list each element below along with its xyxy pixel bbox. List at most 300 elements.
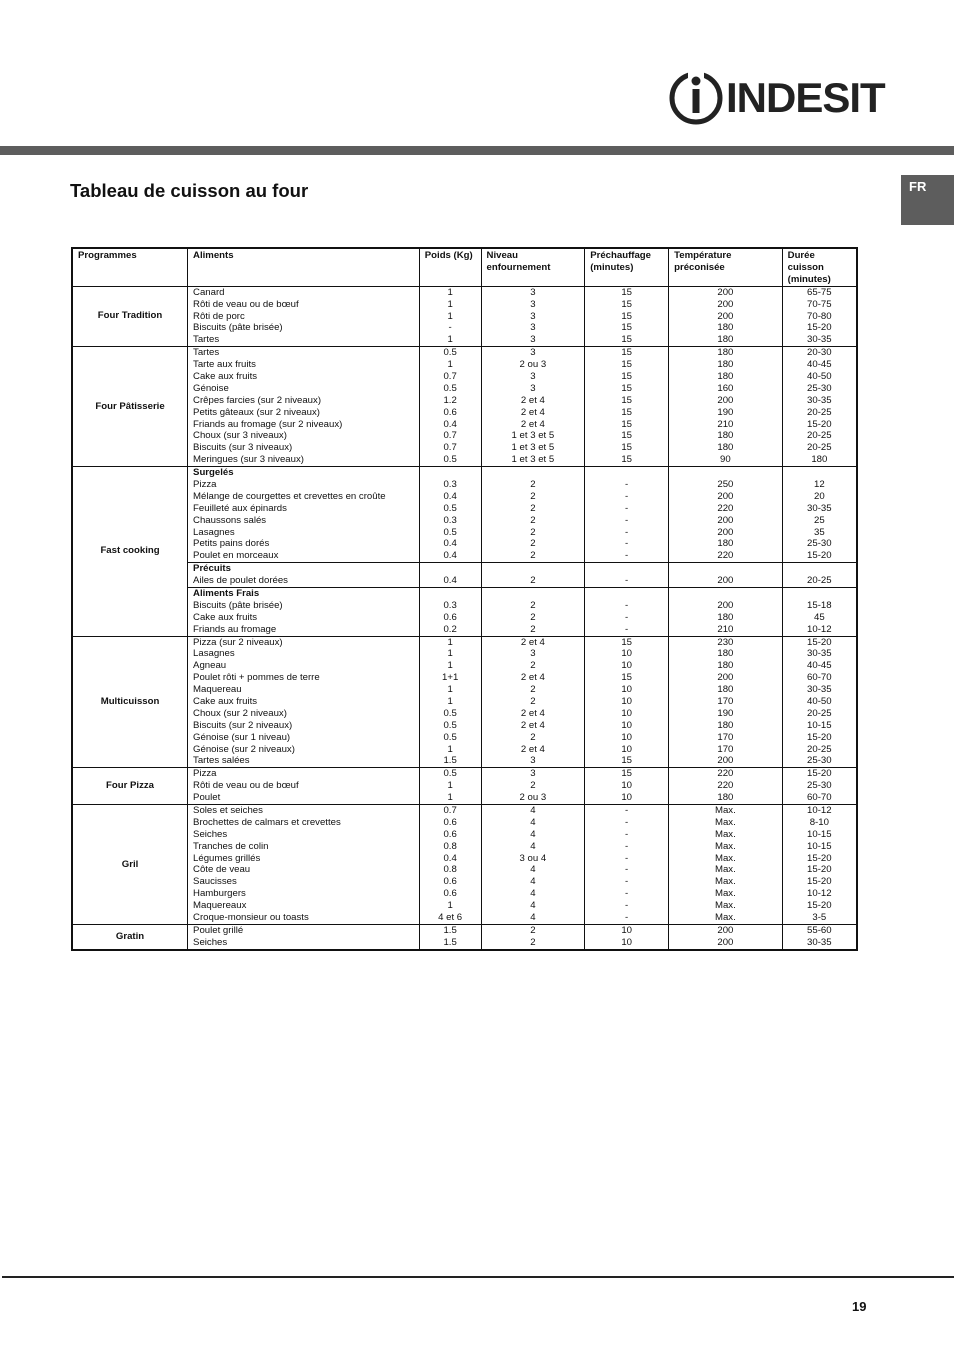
- table-row: [72, 467, 857, 563]
- aliment-value: Cake aux fruits: [193, 370, 258, 382]
- prechauffage-value: 15: [621, 755, 632, 767]
- duree-value: 25-30: [807, 780, 832, 792]
- prechauffage-value: -: [625, 611, 629, 623]
- aliment-value: Rôti de veau ou de bœuf: [193, 298, 299, 310]
- duree-cell: [782, 467, 857, 563]
- aliment-value: Cake aux fruits: [193, 696, 258, 707]
- poids-value: 1+1: [442, 672, 459, 684]
- aliment-value: Maquereaux: [193, 900, 247, 912]
- temperature-value: 180: [717, 347, 734, 359]
- temperature-cell: [669, 805, 783, 925]
- table-header-row: [72, 248, 857, 286]
- temperature-value: 160: [717, 382, 734, 394]
- niveau-value: 2: [530, 526, 536, 538]
- duree-value: 20-30: [807, 347, 832, 359]
- aliment-value: Petits pains dorés: [193, 538, 270, 550]
- prechauffage-value: -: [625, 502, 629, 514]
- poids-value: 0.6: [443, 828, 457, 840]
- poids-value: 0.4: [443, 575, 457, 587]
- aliment-value: Maquereau: [193, 684, 242, 696]
- niveau-cell: [481, 768, 585, 805]
- prechauffage-cell: [585, 805, 669, 925]
- temperature-cell: [669, 286, 783, 346]
- duree-value: 20-25: [807, 575, 832, 587]
- group-spacer: [590, 588, 663, 600]
- duree-value: 60-70: [807, 672, 832, 684]
- niveau-value: 2 et 4: [520, 719, 545, 731]
- temperature-value: Max.: [714, 805, 736, 817]
- duree-value: 10-15: [807, 828, 832, 840]
- duree-value: 20: [813, 490, 825, 502]
- poids-value: 1.5: [443, 924, 457, 936]
- prechauffage-value: -: [625, 900, 629, 912]
- poids-value: 0.7: [443, 442, 457, 454]
- temperature-value: 180: [717, 538, 734, 550]
- group-spacer: [425, 588, 476, 600]
- poids-value: 1.2: [443, 394, 457, 406]
- programme-cell: Four Pizza: [72, 768, 188, 805]
- group-label: Précuits: [193, 563, 231, 575]
- duree-value: 20-25: [807, 743, 832, 755]
- poids-cell: [419, 768, 481, 805]
- prechauffage-cell: [585, 286, 669, 346]
- temperature-value: Max.: [714, 900, 736, 912]
- prechauffage-cell: [585, 636, 669, 768]
- duree-value: 60-70: [807, 792, 832, 804]
- poids-cell: [419, 347, 481, 467]
- temperature-value: 180: [717, 322, 734, 334]
- niveau-value: 2 et 4: [520, 636, 545, 648]
- niveau-value: 1 et 3 et 5: [511, 430, 555, 442]
- aliment-value: Brochettes de calmars et crevettes: [193, 816, 341, 828]
- poids-value: 1: [447, 792, 453, 804]
- temperature-value: Max.: [714, 864, 736, 876]
- prechauffage-value: 10: [621, 936, 632, 948]
- header-niveau: Niveau enfournement: [481, 248, 585, 286]
- duree-value: 20-25: [807, 430, 832, 442]
- aliment-value: Agneau: [193, 660, 227, 672]
- niveau-value: 3: [530, 347, 536, 359]
- niveau-value: 2: [530, 599, 536, 611]
- aliment-value: Friands au fromage: [193, 623, 277, 635]
- duree-value: 45: [813, 611, 825, 623]
- aliment-cell: [188, 587, 420, 636]
- duree-value: 40-45: [807, 660, 832, 672]
- poids-value: 1: [447, 696, 453, 707]
- poids-value: 1: [447, 298, 453, 310]
- aliment-value: Canard: [193, 286, 225, 298]
- temperature-value: 180: [717, 611, 734, 623]
- niveau-value: 3 ou 4: [519, 852, 547, 864]
- prechauffage-value: -: [625, 816, 629, 828]
- temperature-value: 200: [717, 599, 734, 611]
- poids-value: 0.5: [443, 382, 457, 394]
- poids-value: 0.4: [443, 418, 457, 430]
- prechauffage-cell: [585, 467, 669, 563]
- poids-value: 0.4: [443, 538, 457, 550]
- niveau-value: 2 et 4: [520, 418, 545, 430]
- poids-cell: [419, 563, 481, 588]
- niveau-value: 3: [530, 382, 536, 394]
- prechauffage-value: 10: [621, 684, 632, 696]
- aliment-value: Pizza: [193, 768, 217, 780]
- header-poids: Poids (Kg): [419, 248, 481, 286]
- aliment-value: Biscuits (sur 3 niveaux): [193, 442, 293, 454]
- table-row: [72, 636, 857, 768]
- poids-value: 1: [447, 743, 453, 755]
- prechauffage-cell: [585, 587, 669, 636]
- temperature-value: 200: [717, 672, 734, 684]
- niveau-value: 3: [530, 286, 536, 298]
- duree-value: 15-20: [807, 876, 832, 888]
- aliment-value: Tartes: [193, 347, 220, 359]
- duree-value: 25-30: [807, 755, 832, 767]
- poids-value: 1: [447, 900, 453, 912]
- duree-value: 20-25: [807, 707, 832, 719]
- poids-value: 0.8: [443, 864, 457, 876]
- aliment-cell: [188, 636, 420, 768]
- niveau-value: 2: [530, 731, 536, 743]
- group-label: Surgelés: [193, 467, 234, 479]
- temperature-value: 170: [717, 743, 734, 755]
- aliment-value: Petits gâteaux (sur 2 niveaux): [193, 406, 320, 418]
- niveau-cell: [481, 805, 585, 925]
- duree-value: 40-50: [807, 696, 832, 707]
- duree-value: 10-12: [807, 805, 832, 817]
- group-spacer: [788, 563, 851, 575]
- duree-value: 30-35: [807, 648, 832, 660]
- temperature-value: 220: [717, 550, 734, 562]
- temperature-value: 200: [717, 310, 734, 322]
- duree-value: 15-20: [807, 636, 832, 648]
- temperature-value: 210: [717, 418, 734, 430]
- temperature-value: 180: [717, 792, 734, 804]
- niveau-value: 4: [530, 816, 536, 828]
- temperature-value: 220: [717, 502, 734, 514]
- header-programmes: Programmes: [72, 248, 188, 286]
- duree-value: 20-25: [807, 442, 832, 454]
- niveau-value: 2: [530, 514, 536, 526]
- poids-value: 4 et 6: [438, 912, 463, 924]
- aliment-value: Côte de veau: [193, 864, 251, 876]
- niveau-value: 3: [530, 370, 536, 382]
- poids-value: 0.5: [443, 731, 457, 743]
- group-spacer: [487, 467, 580, 479]
- aliment-value: Poulet grillé: [193, 924, 244, 936]
- niveau-cell: [481, 636, 585, 768]
- niveau-value: 4: [530, 864, 536, 876]
- aliment-value: Cake aux fruits: [193, 611, 258, 623]
- poids-value: 1: [447, 684, 453, 696]
- prechauffage-cell: [585, 563, 669, 588]
- aliment-value: Choux (sur 3 niveaux): [193, 430, 287, 442]
- prechauffage-value: -: [625, 912, 629, 924]
- aliment-value: Seiches: [193, 936, 228, 948]
- aliment-value: Crêpes farcies (sur 2 niveaux): [193, 394, 322, 406]
- temperature-value: 250: [717, 478, 734, 490]
- duree-cell: [782, 286, 857, 346]
- niveau-value: 3: [530, 755, 536, 767]
- aliment-value: Seiches: [193, 828, 228, 840]
- niveau-value: 2: [530, 575, 536, 587]
- temperature-value: 180: [717, 370, 734, 382]
- duree-value: 15-20: [807, 322, 832, 334]
- temperature-value: 200: [717, 575, 734, 587]
- duree-value: 55-60: [807, 924, 832, 936]
- duree-cell: [782, 587, 857, 636]
- aliment-cell: [188, 805, 420, 925]
- niveau-cell: [481, 563, 585, 588]
- poids-value: 1: [447, 660, 453, 672]
- prechauffage-value: 15: [621, 636, 632, 648]
- header-temperature: Température préconisée: [669, 248, 783, 286]
- aliment-value: Soles et seiches: [193, 805, 263, 817]
- page-number: 19: [852, 1299, 867, 1314]
- prechauffage-value: 15: [621, 310, 632, 322]
- poids-value: 0.5: [443, 347, 457, 359]
- poids-value: 0.5: [443, 719, 457, 731]
- aliment-value: Biscuits (pâte brisée): [193, 599, 283, 611]
- prechauffage-value: 15: [621, 768, 632, 780]
- prechauffage-cell: [585, 768, 669, 805]
- temperature-value: 180: [717, 334, 734, 346]
- niveau-value: 2: [530, 660, 536, 672]
- aliment-value: Friands au fromage (sur 2 niveaux): [193, 418, 343, 430]
- programme-cell: Four Tradition: [72, 286, 188, 346]
- group-spacer: [674, 563, 777, 575]
- aliment-cell: [188, 467, 420, 563]
- poids-value: 1: [447, 286, 453, 298]
- temperature-cell: [669, 636, 783, 768]
- duree-value: 3-5: [812, 912, 827, 924]
- niveau-value: 2: [530, 490, 536, 502]
- temperature-cell: [669, 924, 783, 949]
- poids-value: 0.5: [443, 454, 457, 466]
- temperature-cell: [669, 587, 783, 636]
- poids-value: 1: [447, 636, 453, 648]
- aliment-value: Feuilleté aux épinards: [193, 502, 287, 514]
- aliment-value: Tarte aux fruits: [193, 359, 256, 371]
- niveau-value: 2: [530, 623, 536, 635]
- poids-cell: [419, 636, 481, 768]
- niveau-value: 3: [530, 334, 536, 346]
- group-spacer: [788, 467, 851, 479]
- poids-value: 0.6: [443, 876, 457, 888]
- niveau-value: 2: [530, 502, 536, 514]
- duree-value: 10-15: [807, 719, 832, 731]
- header-prechauffage: Préchauffage (minutes): [585, 248, 669, 286]
- poids-value: 0.4: [443, 550, 457, 562]
- niveau-value: 3: [530, 648, 536, 660]
- prechauffage-value: 15: [621, 442, 632, 454]
- duree-cell: [782, 636, 857, 768]
- poids-value: 0.3: [443, 599, 457, 611]
- prechauffage-value: -: [625, 828, 629, 840]
- temperature-value: 200: [717, 394, 734, 406]
- aliment-cell: [188, 768, 420, 805]
- niveau-value: 2: [530, 611, 536, 623]
- niveau-value: 4: [530, 828, 536, 840]
- indesit-logo-icon: [668, 70, 724, 126]
- temperature-value: 200: [717, 924, 734, 936]
- duree-value: 8-10: [809, 816, 829, 828]
- prechauffage-value: 10: [621, 792, 632, 804]
- poids-value: -: [448, 322, 452, 334]
- aliment-value: Meringues (sur 3 niveaux): [193, 454, 304, 466]
- duree-value: 15-20: [807, 768, 832, 780]
- poids-cell: [419, 924, 481, 949]
- poids-cell: [419, 587, 481, 636]
- programme-cell: Gratin: [72, 924, 188, 949]
- aliment-value: Ailes de poulet dorées: [193, 575, 288, 587]
- prechauffage-value: 15: [621, 418, 632, 430]
- prechauffage-value: -: [625, 599, 629, 611]
- poids-value: 1.5: [443, 755, 457, 767]
- group-spacer: [487, 588, 580, 600]
- prechauffage-value: -: [625, 514, 629, 526]
- temperature-value: Max.: [714, 828, 736, 840]
- temperature-value: Max.: [714, 852, 736, 864]
- niveau-value: 4: [530, 876, 536, 888]
- duree-value: 20-25: [807, 406, 832, 418]
- niveau-cell: [481, 924, 585, 949]
- prechauffage-value: -: [625, 538, 629, 550]
- niveau-value: 3: [530, 768, 536, 780]
- group-spacer: [425, 467, 476, 479]
- aliment-value: Mélange de courgettes et crevettes en croûte: [193, 490, 386, 502]
- duree-value: 15-20: [807, 731, 832, 743]
- aliment-value: Tartes salées: [193, 755, 250, 767]
- niveau-value: 2 et 4: [520, 743, 545, 755]
- aliment-value: Poulet en morceaux: [193, 550, 279, 562]
- duree-value: 40-50: [807, 370, 832, 382]
- aliment-cell: [188, 347, 420, 467]
- table-row: [72, 768, 857, 805]
- prechauffage-value: -: [625, 876, 629, 888]
- aliment-value: Génoise (sur 1 niveau): [193, 731, 291, 743]
- niveau-value: 4: [530, 805, 536, 817]
- temperature-value: Max.: [714, 816, 736, 828]
- niveau-cell: [481, 347, 585, 467]
- temperature-value: 200: [717, 298, 734, 310]
- language-tab-label: FR: [909, 179, 927, 194]
- aliment-value: Rôti de veau ou de bœuf: [193, 780, 299, 792]
- temperature-value: 180: [717, 430, 734, 442]
- duree-value: 25-30: [807, 538, 832, 550]
- duree-value: 70-80: [807, 310, 832, 322]
- duree-value: 25: [813, 514, 825, 526]
- prechauffage-value: -: [625, 864, 629, 876]
- prechauffage-value: -: [625, 623, 629, 635]
- temperature-value: 180: [717, 719, 734, 731]
- duree-value: 15-20: [807, 864, 832, 876]
- poids-value: 1: [447, 310, 453, 322]
- temperature-value: 190: [717, 707, 734, 719]
- page-title: Tableau de cuisson au four: [70, 180, 309, 201]
- aliment-value: Croque-monsieur ou toasts: [193, 912, 309, 924]
- poids-value: 0.4: [443, 852, 457, 864]
- duree-value: 30-35: [807, 684, 832, 696]
- prechauffage-value: 10: [621, 660, 632, 672]
- niveau-value: 3: [530, 310, 536, 322]
- poids-cell: [419, 805, 481, 925]
- programme-cell: Gril: [72, 805, 188, 925]
- group-label: Aliments Frais: [193, 587, 260, 599]
- temperature-cell: [669, 467, 783, 563]
- niveau-cell: [481, 587, 585, 636]
- table-row: [72, 924, 857, 949]
- duree-value: 15-18: [807, 599, 832, 611]
- temperature-value: 180: [717, 660, 734, 672]
- duree-value: 10-12: [807, 888, 832, 900]
- prechauffage-value: -: [625, 805, 629, 817]
- aliment-cell: [188, 924, 420, 949]
- footer-rule: [2, 1276, 954, 1278]
- poids-value: 0.4: [443, 490, 457, 502]
- aliment-value: Rôti de porc: [193, 310, 245, 322]
- duree-value: 10-15: [807, 840, 832, 852]
- aliment-value: Génoise (sur 2 niveaux): [193, 743, 295, 755]
- temperature-value: 200: [717, 514, 734, 526]
- niveau-value: 3: [530, 322, 536, 334]
- niveau-cell: [481, 467, 585, 563]
- duree-cell: [782, 805, 857, 925]
- temperature-value: Max.: [714, 888, 736, 900]
- aliment-value: Saucisses: [193, 876, 237, 888]
- duree-cell: [782, 924, 857, 949]
- poids-value: 0.5: [443, 707, 457, 719]
- poids-value: 1: [447, 334, 453, 346]
- prechauffage-value: -: [625, 490, 629, 502]
- table-row: [72, 587, 857, 636]
- niveau-value: 2 ou 3: [519, 359, 547, 371]
- prechauffage-value: 10: [621, 648, 632, 660]
- group-spacer: [425, 563, 476, 575]
- niveau-cell: [481, 286, 585, 346]
- group-spacer: [487, 563, 580, 575]
- poids-cell: [419, 286, 481, 346]
- aliment-value: Choux (sur 2 niveaux): [193, 707, 287, 719]
- niveau-value: 4: [530, 900, 536, 912]
- prechauffage-value: 15: [621, 430, 632, 442]
- poids-value: 0.3: [443, 478, 457, 490]
- duree-value: 180: [811, 454, 828, 466]
- prechauffage-value: 10: [621, 924, 632, 936]
- prechauffage-value: 10: [621, 731, 632, 743]
- duree-value: 10-12: [807, 623, 832, 635]
- temperature-value: 180: [717, 684, 734, 696]
- prechauffage-value: 10: [621, 780, 632, 792]
- temperature-value: 200: [717, 526, 734, 538]
- niveau-value: 2: [530, 924, 536, 936]
- niveau-value: 4: [530, 840, 536, 852]
- cooking-table: [71, 247, 858, 951]
- duree-value: 15-20: [807, 418, 832, 430]
- temperature-value: 180: [717, 442, 734, 454]
- aliment-value: Biscuits (sur 2 niveaux): [193, 719, 293, 731]
- prechauffage-value: -: [625, 478, 629, 490]
- group-spacer: [788, 588, 851, 600]
- poids-value: 0.3: [443, 514, 457, 526]
- aliment-value: Tranches de colin: [193, 840, 269, 852]
- temperature-value: 210: [717, 623, 734, 635]
- temperature-value: Max.: [714, 876, 736, 888]
- brand-name: INDESIT: [726, 74, 885, 121]
- niveau-value: 2 et 4: [520, 406, 545, 418]
- table-body: [72, 286, 857, 949]
- aliment-value: Pizza (sur 2 niveaux): [193, 636, 283, 648]
- duree-value: 15-20: [807, 852, 832, 864]
